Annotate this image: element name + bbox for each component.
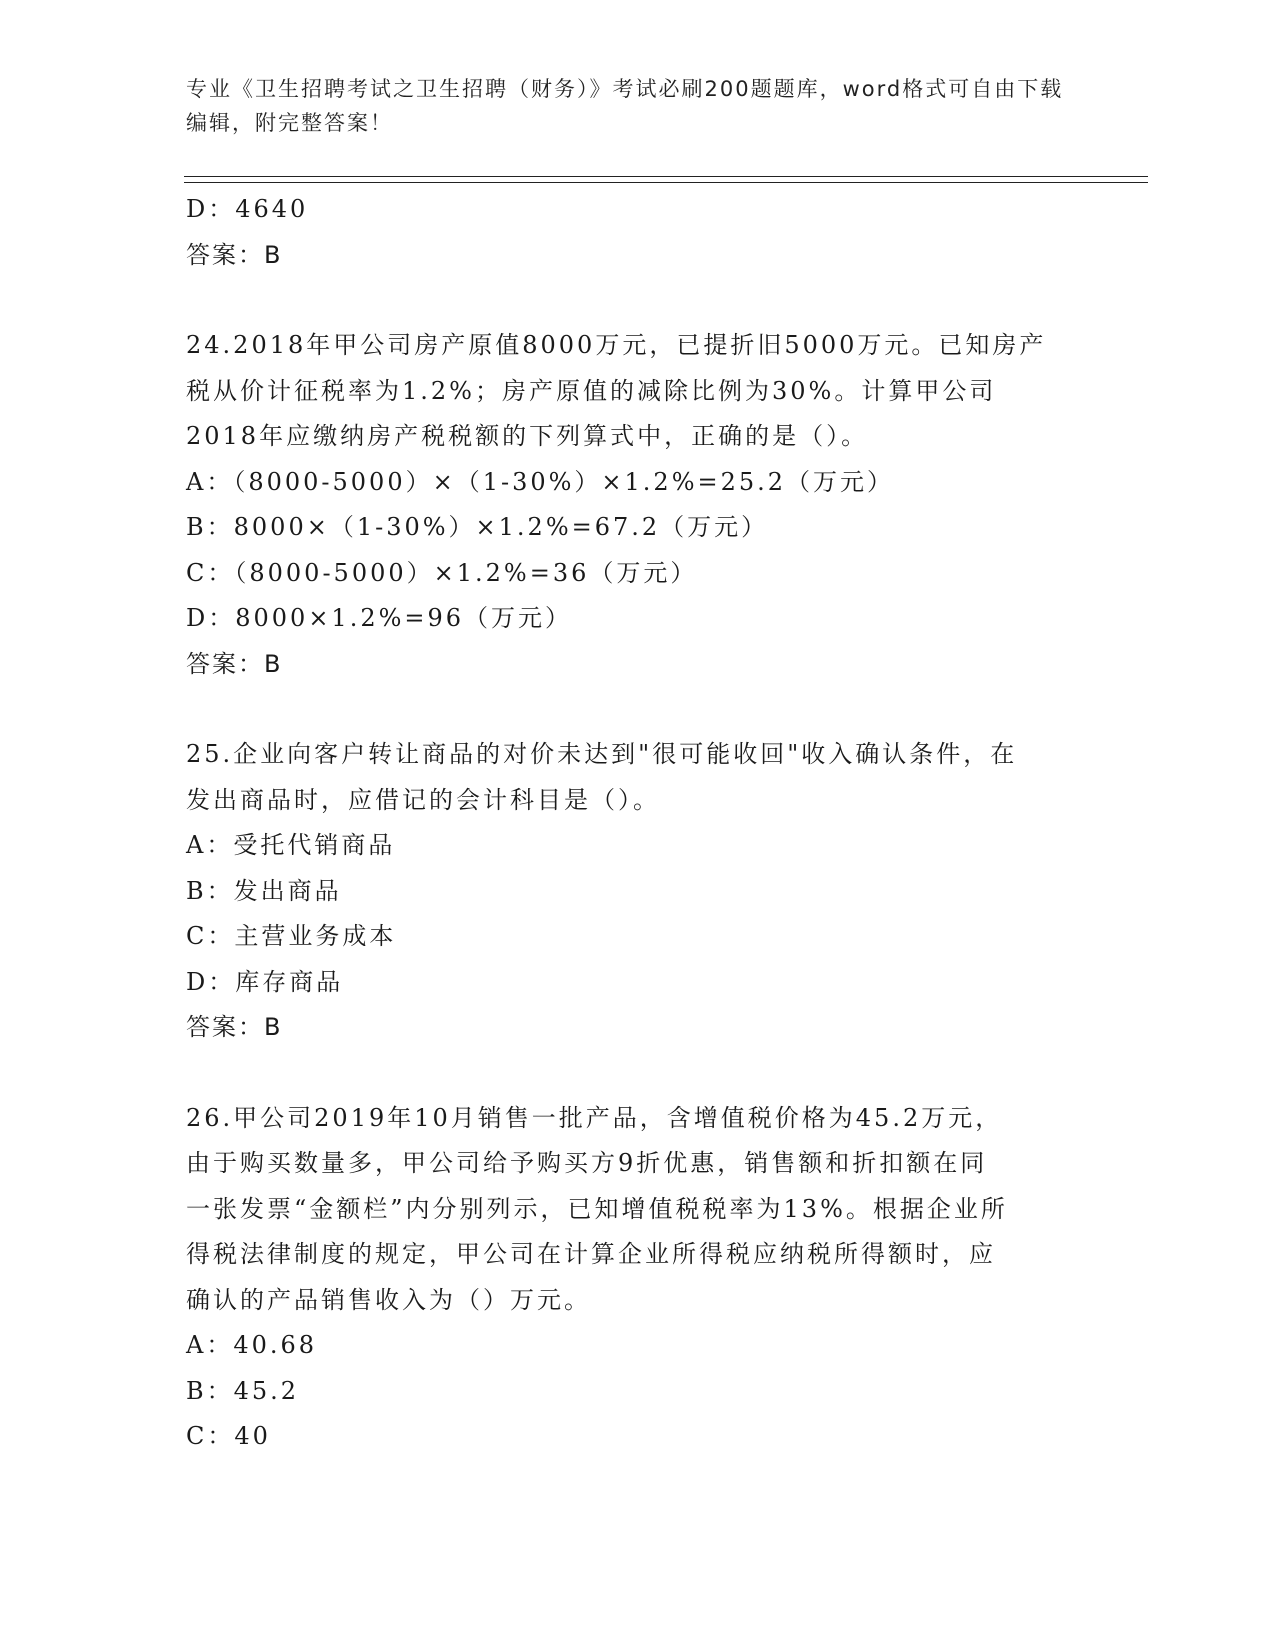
- header-rule-bottom: [184, 182, 1148, 183]
- document-content: [186, 187, 1086, 1460]
- question-26-line-1: 26.甲公司2019年10月销售一批产品，含增值税价格为45.2万元，: [186, 1103, 1003, 1132]
- header-rule-top: [184, 176, 1148, 177]
- question-26: [186, 1096, 1086, 1460]
- question-24-option-d: D：8000×1.2%=96（万元）: [186, 604, 573, 632]
- question-25-option-a: A：受托代销商品: [186, 831, 396, 859]
- prev-option-d: D：4640: [186, 195, 309, 223]
- question-26-line-2: 由于购买数量多，甲公司给予购买方9折优惠，销售额和折扣额在同: [186, 1149, 988, 1177]
- question-24-line-2: 税从价计征税率为1.2%；房产原值的减除比例为30%。计算甲公司: [186, 376, 997, 405]
- question-24-option-c: C：（8000-5000）×1.2%=36（万元）: [186, 558, 698, 587]
- question-24: [186, 323, 1086, 687]
- question-24-option-b: B：8000×（1-30%）×1.2%=67.2（万元）: [186, 513, 769, 541]
- question-25-answer: 答案：B: [186, 1013, 283, 1041]
- document-header: 专业《卫生招聘考试之卫生招聘（财务）》考试必刷200题题库，word格式可自由下载编辑，附完整答案！: [186, 77, 1064, 135]
- question-25-line-1: 25.企业向客户转让商品的对价未达到"很可能收回"收入确认条件，在: [186, 740, 1018, 768]
- question-25: [186, 732, 1086, 1051]
- question-26-option-b: B：45.2: [186, 1376, 300, 1405]
- question-26-line-3: 一张发票“金额栏”内分别列示，已知增值税税率为13%。根据企业所: [186, 1194, 1008, 1223]
- spacer: [186, 278, 1086, 323]
- question-26-option-c: C：40: [186, 1422, 271, 1450]
- question-24-line-3: 2018年应缴纳房产税税额的下列算式中，正确的是（）。: [186, 422, 869, 450]
- question-25-option-b: B：发出商品: [186, 876, 342, 905]
- spacer: [186, 1051, 1086, 1096]
- question-26-line-4: 得税法律制度的规定，甲公司在计算企业所得税应纳税所得额时，应: [186, 1240, 996, 1268]
- prev-answer: 答案：B: [186, 240, 283, 269]
- question-24-answer: 答案：B: [186, 649, 283, 678]
- question-24-option-a: A：（8000-5000）×（1-30%）×1.2%=25.2（万元）: [186, 467, 895, 496]
- question-26-line-5: 确认的产品销售收入为（）万元。: [186, 1285, 591, 1314]
- question-25-line-2: 发出商品时，应借记的会计科目是（）。: [186, 785, 660, 814]
- spacer: [186, 687, 1086, 732]
- question-25-option-d: D：库存商品: [186, 967, 344, 996]
- question-26-option-a: A：40.68: [186, 1331, 318, 1359]
- question-24-line-1: 24.2018年甲公司房产原值8000万元，已提折旧5000万元。已知房产: [186, 331, 1047, 359]
- question-25-option-c: C：主营业务成本: [186, 922, 397, 950]
